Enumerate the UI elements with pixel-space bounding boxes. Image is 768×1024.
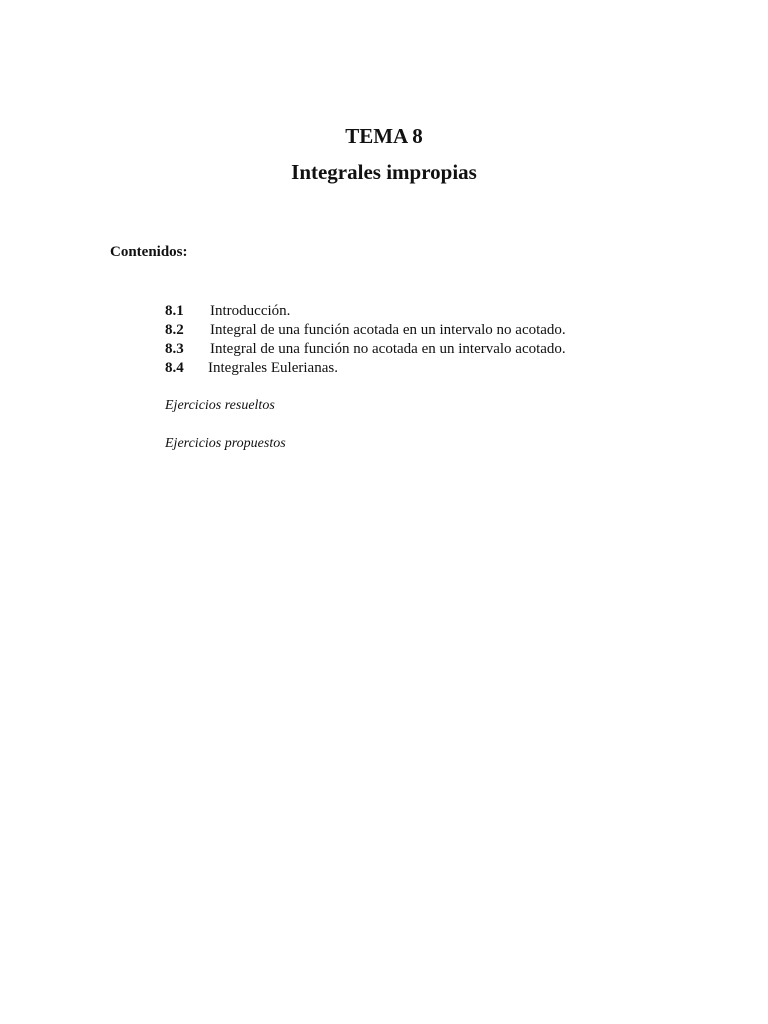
proposed-exercises: Ejercicios propuestos (165, 436, 286, 451)
toc-item-8-2 (165, 321, 566, 340)
toc-item-8-1 (165, 302, 566, 321)
toc-number: 8.2 (165, 322, 184, 338)
contents-label: Contenidos: (110, 244, 188, 260)
toc-text: Introducción. (210, 303, 291, 319)
table-of-contents (165, 302, 566, 378)
toc-text: Integrales Eulerianas. (208, 360, 338, 376)
toc-number: 8.3 (165, 341, 184, 357)
toc-number: 8.1 (165, 303, 184, 319)
toc-item-8-4 (165, 359, 566, 378)
chapter-title: Integrales impropias (291, 160, 477, 184)
chapter-number: TEMA 8 (345, 124, 423, 148)
toc-text: Integral de una función no acotada en un intervalo acotado. (210, 341, 566, 357)
toc-item-8-3 (165, 340, 566, 359)
solved-exercises: Ejercicios resueltos (165, 398, 275, 413)
toc-number: 8.4 (165, 360, 184, 376)
toc-text: Integral de una función acotada en un intervalo no acotado. (210, 322, 566, 338)
